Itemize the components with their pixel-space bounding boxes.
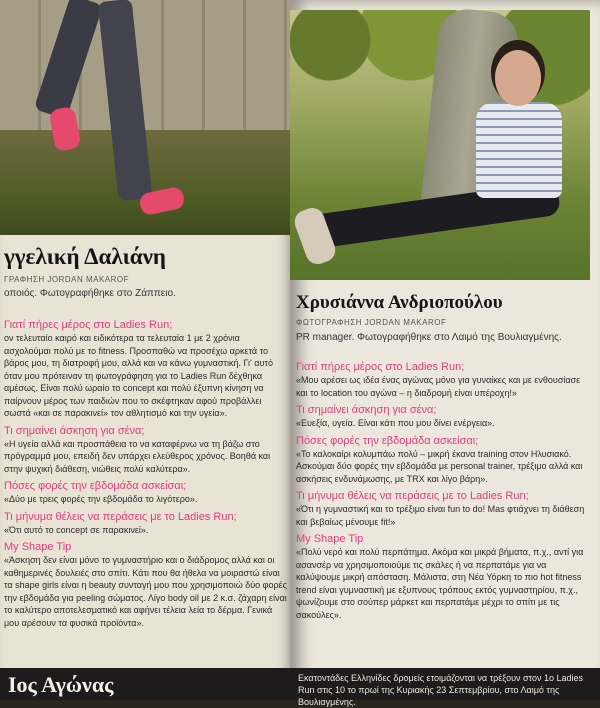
question: Τι μήνυμα θέλεις να περάσεις με το Ladies Run; <box>296 490 529 502</box>
answer: «Η υγεία αλλά και προσπάθεια το να καταφέρνω να τη βάζω στο πρόγραμμά μου, επειδή δεν υπάρχει ελεύθερος χρόνος. Βοηθά και στην ψυχική διάθεση, νιώθεις πολύ καλύτερα». <box>4 438 271 474</box>
question: My Shape Tip <box>4 541 72 553</box>
left-person-name: γγελική Δαλιάνη <box>4 244 166 269</box>
bottom-title: Ιος Αγώνας <box>8 672 114 697</box>
left-page <box>0 0 296 700</box>
question: Τι σημαίνει άσκηση για σένα; <box>296 404 437 416</box>
right-person-name: Χρυσιάννα Ανδριοπούλου <box>296 292 503 313</box>
answer: «Δύο με τρεις φορές την εβδομάδα το λιγότερο». <box>4 494 198 504</box>
answer: «Ευεξία, υγεία. Είναι κάτι που μου δίνει ενέργεια». <box>296 418 495 428</box>
question: Γιατί πήρες μέρος στο Ladies Run; <box>4 319 173 331</box>
left-interview <box>4 318 288 633</box>
answer: «Ότι η γυμναστική και το τρέξιμο είναι fun to do! Mas φτιάχνει τη διάθεση και βεβαίως μένουμε fit!» <box>296 504 585 527</box>
right-interview <box>296 360 586 625</box>
question: Τι σημαίνει άσκηση για σένα; <box>4 424 145 437</box>
right-portrait-photo <box>290 10 590 280</box>
right-photo-credit: ΦΩΤΟΓΡΑΦΗΣΗ JORDAN MAKAROF <box>296 318 447 327</box>
answer: ον τελευταίο καιρό και ειδικότερα τα τελευταία 1 με 2 χρόνια ασχολούμαι πολύ με το fitness. Προσπαθώ να προσέχω αρκετά το βάρος μου, τη διατροφή μου, αλλά και να κάνω γυμναστική. Γι' αυτό όταν μου πρότειναν τη φωτογράφηση για το Ladies Run δέχθηκα αμέσως. Είναι πολύ ωραίο το concept και πολύ έξυπνη κίνηση να παίρνουν μέρος των παιδιών που το σκέφτηκαν αφού προβάλλει σωστά «και σε παρακινεί» τον αθλητισμό και την υγεία». <box>4 333 273 418</box>
question: Τι μήνυμα θέλεις να περάσεις με το Ladies Run; <box>4 510 237 523</box>
question: Γιατί πήρες μέρος στο Ladies Run; <box>296 361 465 373</box>
question: Πόσες φορές την εβδομάδα ασκείσαι; <box>296 434 479 447</box>
answer: «Ότι αυτό το concept σε παρακινεί». <box>4 524 149 535</box>
question: Πόσες φορές την εβδομάδα ασκείσαι; <box>4 480 187 492</box>
left-photo-credit: ΓΡΑΦΗΣΗ JORDAN MAKAROF <box>4 275 130 284</box>
right-page <box>290 0 600 707</box>
right-person-role: PR manager. Φωτογραφήθηκε στο Λαιμό της Βουλιαγμένης. <box>296 332 562 343</box>
left-bottom-banner <box>0 668 296 700</box>
left-person-role: οποιός. Φωτογραφήθηκε στο Ζάππειο. <box>4 288 176 299</box>
answer: «Το καλοκαίρι κολυμπάω πολύ – μικρή έκανα training στον Ηλυσιακό. Ασκούμαι δύο φορές την εβδομάδα με personal trainer, τρέξιμο αλλά και ασκήσεις ενδυνάμωσης, με TRX και λίγο βάρη». <box>296 448 583 484</box>
answer: «Άσκηση δεν είναι μόνο το γυμναστήριο και ο διάδρομος αλλά και οι καθημερινές δουλειές στο σπίτι. Κάτι που θα ήθελα να μοιραστώ είναι τα shape girls είναι η beauty συνταγή μου που χρησιμοποιώ δύο φορές την εβδομάδα για peeling σώματος. Λίγο body oil με 2 κ.σ. ζάχαρη είναι το καλύτερο αποτελεσματικό και αφήνει τέλεια λεία το δέρμα. Γενικά μου αρέσουν τα φυσικά προϊόντα». <box>4 555 287 628</box>
answer: «Πολύ νερό και πολύ περπάτημα. Ακόμα και μικρά βήματα, π.χ., αντί για ασανσέρ να χρησιμοποιούμε τις σκάλες ή να περπατάμε για να καλύψουμε μικρή απόσταση. Μάλιστα, στη Νέα Υόρκη το πιο hot fitness trend είναι γυμναστική με εξυπνους τρόπους εκτός γυμναστηρίου, π.χ., ψωνίζουμε στο σούπερ μάρκετ και περπατάμε μέχρι το σπίτι με τις σακούλες». <box>296 547 584 620</box>
left-runner-photo <box>0 0 296 235</box>
right-bottom-banner: Εκατοντάδες Ελληνίδες δρομείς ετοιμάζονται να τρέξουν στον 1ο Ladies Run στις 10 το πρωί της Κυριακής 23 Σεπτεμβρίου, στο Λαιμό της Βουλιαγμένης. <box>290 668 600 700</box>
question: My Shape Tip <box>296 533 364 545</box>
answer: «Μου αρέσει ως ιδέα ένας αγώνας μόνο για γυναίκες και με ενθουσίασε και το location του αγώνα – η διαδρομή είναι υπέροχη!» <box>296 375 581 398</box>
